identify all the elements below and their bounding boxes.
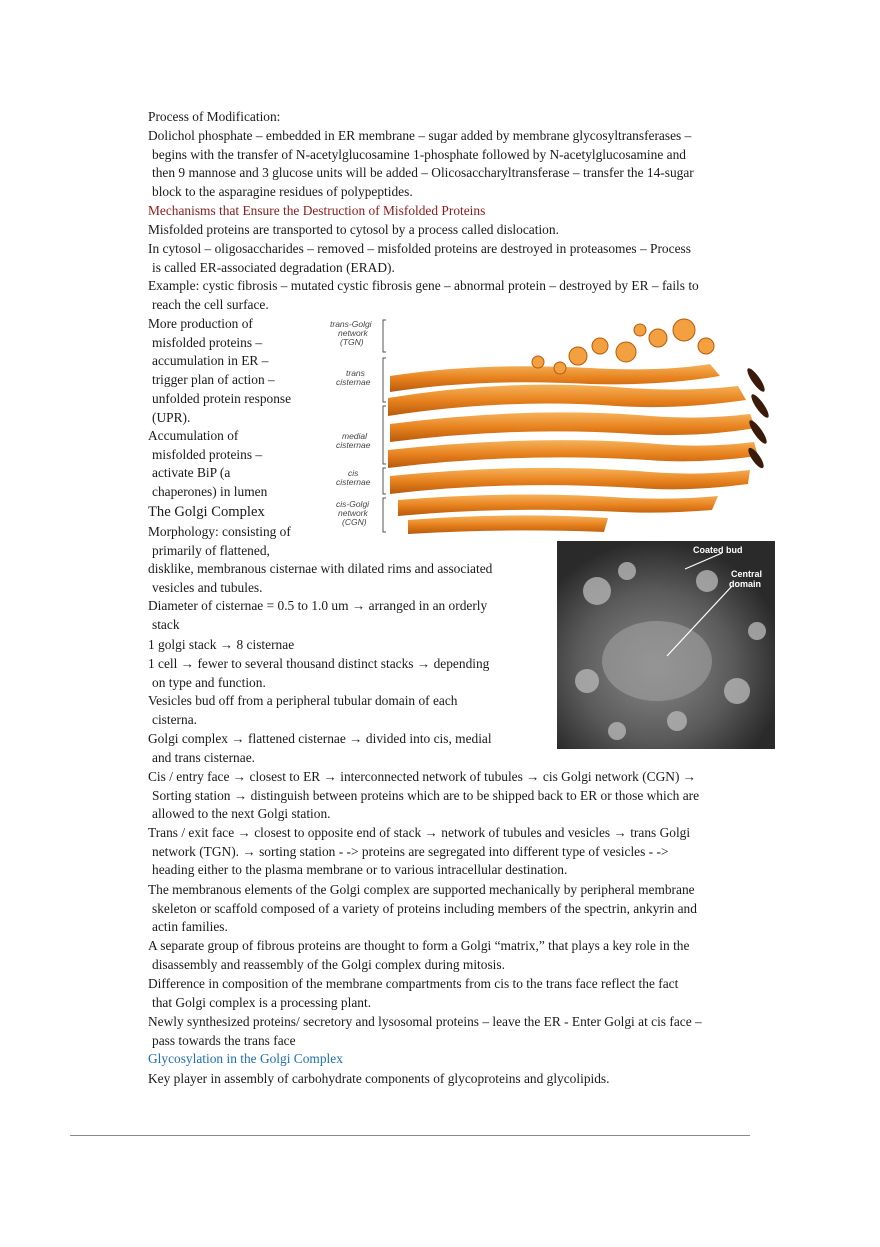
label-cgn-3: (CGN)	[342, 517, 367, 527]
label-medial-1: medial	[342, 431, 368, 441]
bullet-item	[130, 277, 699, 314]
bullet-line: Cis / entry face → closest to ER → interconnected network of tubules → cis Golgi network (CGN) →	[148, 769, 697, 784]
bullet-line: primarily of flattened,	[152, 542, 270, 558]
bullet-line: The Golgi Complex	[148, 504, 265, 520]
bullet-line: on type and function.	[152, 674, 266, 690]
central-domain-label-2: domain	[729, 579, 762, 589]
bullet-line: The membranous elements of the Golgi complex are supported mechanically by peripheral membrane	[148, 882, 695, 897]
bullet-item	[130, 427, 267, 502]
bullet-item	[130, 315, 291, 427]
bullet-line: pass towards the trans face	[152, 1032, 296, 1048]
bullet-line: vesicles and tubules.	[152, 580, 263, 596]
bullet-item	[130, 202, 485, 221]
bullet-item	[130, 1070, 610, 1089]
bullet-item	[130, 1013, 702, 1050]
bullet-line: skeleton or scaffold composed of a variety of proteins including members of the spectrin, ankyrin and	[152, 900, 697, 916]
bullet-line: actin families.	[152, 919, 228, 935]
bullet-item	[130, 768, 699, 824]
bullet-item	[130, 730, 492, 767]
bullet-line: then 9 mannose and 3 glucose units will be added – Olicosaccharyltransferase – transfer the 14-sugar	[152, 165, 694, 181]
bullet-item	[130, 881, 697, 937]
bullet-line: chaperones) in lumen	[152, 484, 268, 500]
label-medial-2: cisternae	[336, 440, 371, 450]
cisternae-stack	[388, 364, 758, 534]
bullet-line: begins with the transfer of N-acetylglucosamine 1-phosphate followed by N-acetylglucosamine and	[152, 146, 686, 162]
bullet-item	[130, 597, 487, 634]
bullet-line: Morphology: consisting of	[148, 524, 291, 539]
bullet-line: disklike, membranous cisternae with dilated rims and associated	[148, 561, 493, 577]
bullet-line: unfolded protein response	[152, 390, 292, 406]
label-cgn-2: network	[338, 508, 368, 518]
bullet-line: that Golgi complex is a processing plant.	[152, 994, 372, 1010]
bullet-line: trigger plan of action –	[152, 372, 275, 388]
label-trans-1: trans	[346, 368, 365, 378]
label-brackets	[383, 320, 386, 532]
bullet-line: 1 golgi stack → 8 cisternae	[148, 637, 295, 652]
coated-bud-label: Coated bud	[693, 545, 743, 555]
bullet-line: Dolichol phosphate – embedded in ER membrane – sugar added by membrane glycosyltransferases –	[148, 128, 692, 143]
bullet-line: (UPR).	[152, 409, 191, 425]
golgi-micrograph	[557, 541, 775, 749]
bullet-line: is called ER-associated degradation (ERAD).	[152, 259, 395, 275]
bullet-item	[130, 127, 694, 202]
label-tgn-3: (TGN)	[340, 337, 364, 347]
bullet-line: More production of	[148, 316, 253, 331]
bullet-item	[130, 692, 458, 729]
bullet-line: and trans cisternae.	[152, 749, 255, 765]
bullet-item	[130, 937, 689, 974]
bullet-line: Golgi complex → flattened cisternae → divided into cis, medial	[148, 731, 492, 746]
bullet-line: Example: cystic fibrosis – mutated cystic fibrosis gene – abnormal protein – destroyed by ER – fails to	[148, 278, 699, 293]
bullet-item	[130, 655, 489, 692]
bullet-line: stack	[152, 616, 180, 632]
golgi-stack-diagram	[328, 316, 776, 544]
bullet-line: misfolded proteins –	[152, 334, 263, 350]
label-cis-1: cis	[348, 468, 359, 478]
bullet-item	[130, 221, 559, 240]
central-domain-label-1: Central	[731, 569, 763, 579]
bullet-line: block to the asparagine residues of polypeptides.	[152, 184, 413, 200]
bullet-line: Difference in composition of the membrane compartments from cis to the trans face reflect the fact	[148, 976, 679, 991]
bullet-item	[130, 636, 294, 655]
vesicles	[532, 319, 714, 374]
bullet-line: Trans / exit face → closest to opposite end of stack → network of tubules and vesicles → trans Golgi	[148, 825, 691, 840]
bullet-line: Vesicles bud off from a peripheral tubular domain of each	[148, 693, 458, 708]
bullet-line: reach the cell surface.	[152, 296, 269, 312]
bullet-line: Diameter of cisternae = 0.5 to 1.0 um → arranged in an orderly	[148, 598, 488, 613]
bullet-line: misfolded proteins –	[152, 446, 263, 462]
bullet-line: A separate group of fibrous proteins are thought to form a Golgi “matrix,” that plays a key role in the	[148, 938, 690, 953]
bullet-item	[130, 824, 690, 880]
micrograph-image	[557, 541, 775, 749]
label-trans-2: cisternae	[336, 377, 371, 387]
bullet-line: Process of Modification:	[148, 109, 281, 124]
bullet-line: Key player in assembly of carbohydrate components of glycoproteins and glycolipids.	[148, 1071, 610, 1086]
bullet-line: network (TGN). → sorting station - -> proteins are segregated into different type of vesicles - ->	[152, 843, 669, 859]
label-tgn-1: trans-Golgi	[330, 319, 372, 329]
bullet-line: Sorting station → distinguish between proteins which are to be shipped back to ER or those which are	[152, 787, 700, 803]
bullet-line: Newly synthesized proteins/ secretory and lysosomal proteins – leave the ER - Enter Golgi at cis face –	[148, 1014, 702, 1029]
bullet-item	[130, 1050, 343, 1069]
bullet-line: activate BiP (a	[152, 465, 231, 481]
bullet-item	[130, 503, 265, 522]
bullet-line: In cytosol – oligosaccharides – removed – misfolded proteins are destroyed in proteasomes – Process	[148, 241, 691, 256]
bullet-item	[130, 975, 678, 1012]
bullet-line: 1 cell → fewer to several thousand distinct stacks → depending	[148, 656, 490, 671]
footer-rule	[70, 1135, 750, 1136]
label-cgn-1: cis-Golgi	[336, 499, 370, 509]
bullet-line: Misfolded proteins are transported to cytosol by a process called dislocation.	[148, 222, 559, 237]
bullet-item	[130, 240, 691, 277]
bullet-line: allowed to the next Golgi station.	[152, 806, 331, 822]
bullet-line: Accumulation of	[148, 428, 239, 443]
bullet-line: cisterna.	[152, 711, 197, 727]
bullet-line: heading either to the plasma membrane or to various intracellular destination.	[152, 862, 568, 878]
bullet-line: Mechanisms that Ensure the Destruction of Misfolded Proteins	[148, 203, 486, 218]
bullet-line: Glycosylation in the Golgi Complex	[148, 1051, 343, 1066]
bullet-line: accumulation in ER –	[152, 353, 269, 369]
bullet-item	[130, 108, 280, 127]
bullet-line: disassembly and reassembly of the Golgi complex during mitosis.	[152, 956, 505, 972]
label-cis-2: cisternae	[336, 477, 371, 487]
label-tgn-2: network	[338, 328, 368, 338]
